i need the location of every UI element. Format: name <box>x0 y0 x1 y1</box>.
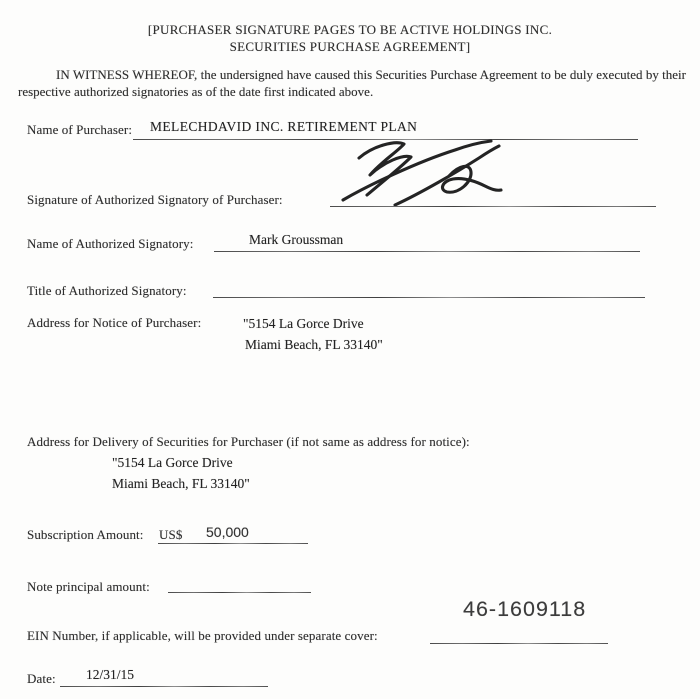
ein-value: 46-1609118 <box>463 597 587 621</box>
title-of-signatory-label: Title of Authorized Signatory: <box>27 283 187 298</box>
name-of-signatory-value: Mark Groussman <box>249 232 344 247</box>
date-label: Date: <box>27 671 56 686</box>
note-principal-fill-line <box>168 592 311 593</box>
date-fill-line <box>60 686 268 687</box>
note-principal-label: Note principal amount: <box>27 579 150 594</box>
handwritten-signature <box>336 134 510 208</box>
ein-fill-line <box>430 643 608 644</box>
delivery-address-line1: "5154 La Gorce Drive <box>112 455 233 470</box>
document-title-line2: SECURITIES PURCHASE AGREEMENT] <box>229 39 471 54</box>
document-title-line1: [PURCHASER SIGNATURE PAGES TO BE ACTIVE HOLDINGS INC. <box>147 22 553 37</box>
subscription-amount-value: 50,000 <box>206 524 249 540</box>
date-value: 12/31/15 <box>86 667 135 682</box>
subscription-currency: US$ <box>159 527 183 542</box>
delivery-address-line2: Miami Beach, FL 33140" <box>112 476 250 491</box>
witness-paragraph: IN WITNESS WHEREOF, the undersigned have caused this Securities Purchase Agreement to be duly executed by their respective authorized signatories as of the date first indicated above. <box>18 67 686 99</box>
name-of-signatory-label: Name of Authorized Signatory: <box>27 236 194 251</box>
notice-address-line1: "5154 La Gorce Drive <box>243 316 364 331</box>
name-of-purchaser-value: MELECHDAVID INC. RETIREMENT PLAN <box>150 119 418 134</box>
title-of-signatory-fill-line <box>213 297 645 298</box>
notice-address-label: Address for Notice of Purchaser: <box>27 315 202 330</box>
name-of-purchaser-label: Name of Purchaser: <box>27 122 133 137</box>
subscription-amount-label: Subscription Amount: <box>27 527 144 542</box>
signature-fill-line <box>330 206 656 207</box>
ein-label: EIN Number, if applicable, will be provided under separate cover: <box>27 628 378 643</box>
delivery-address-label: Address for Delivery of Securities for Purchaser (if not same as address for notice): <box>27 434 470 449</box>
notice-address-line2: Miami Beach, FL 33140" <box>245 337 383 352</box>
name-of-signatory-fill-line <box>214 251 640 252</box>
subscription-amount-fill-line <box>158 543 308 544</box>
signature-label: Signature of Authorized Signatory of Purchaser: <box>27 192 283 207</box>
